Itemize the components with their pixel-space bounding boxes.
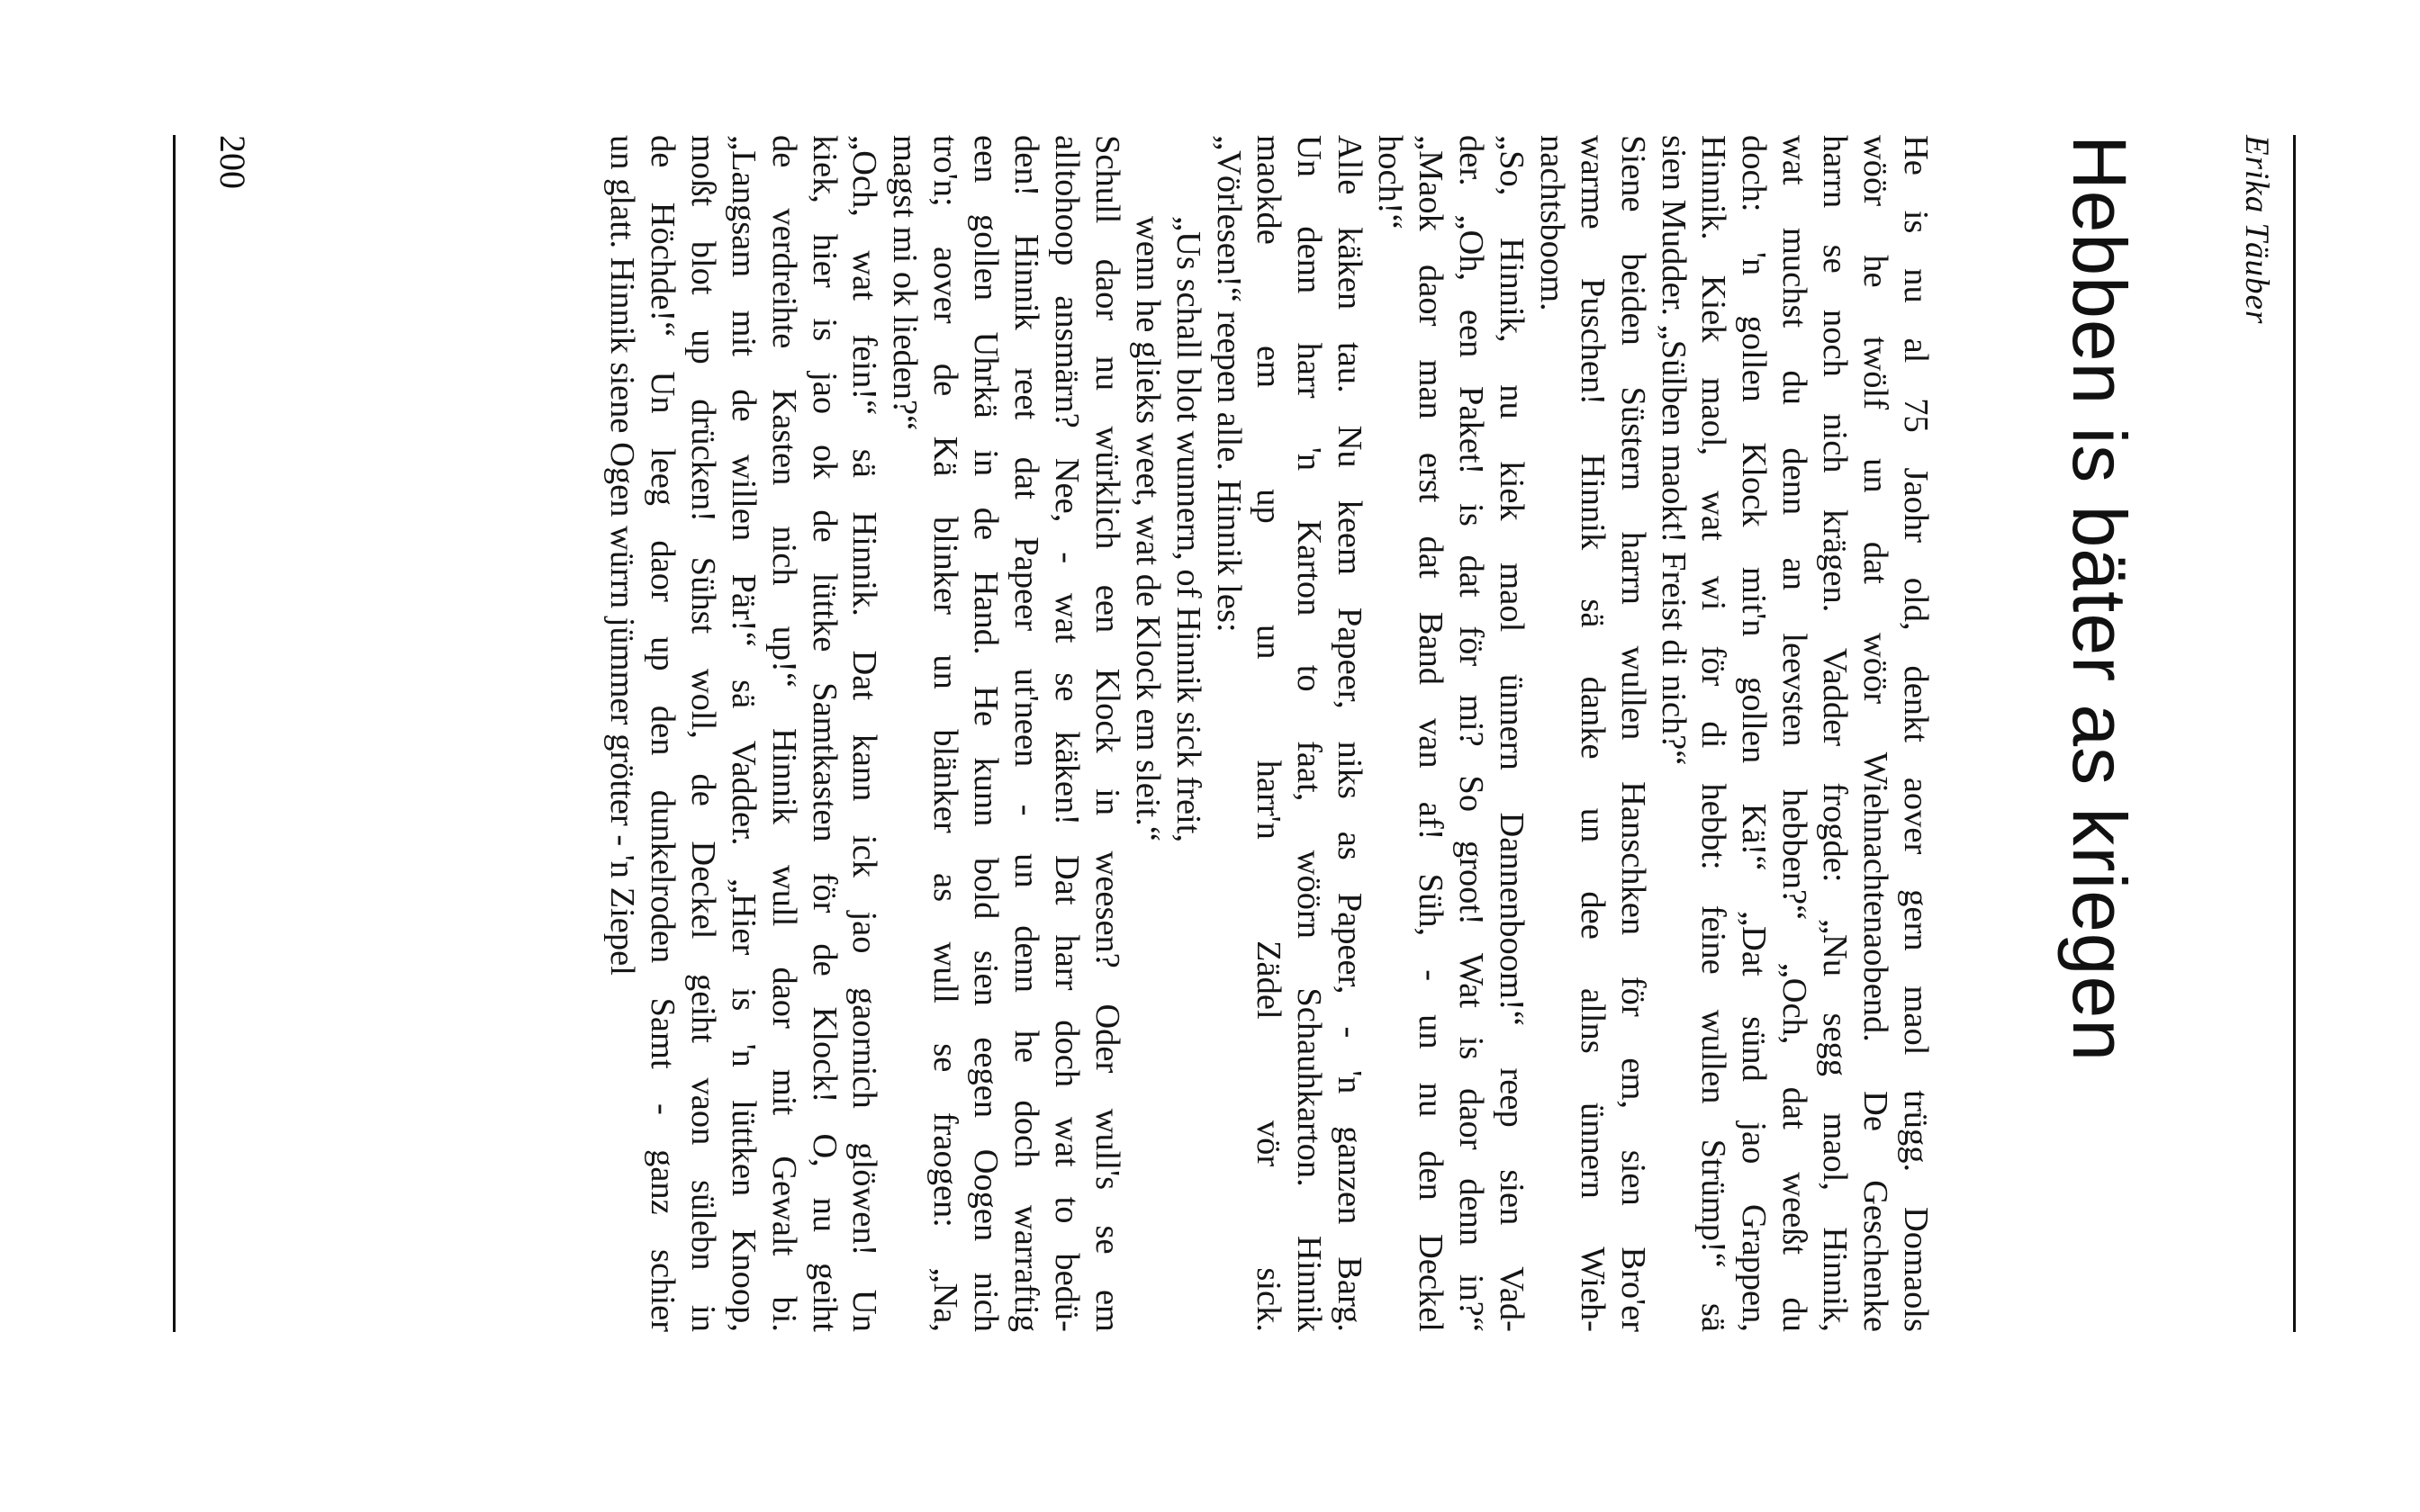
author-name: Erika Täuber xyxy=(2238,135,2275,325)
rotated-page-content xyxy=(171,135,2296,1332)
text-line: doch: 'n gollen Klock mit'n gollen Kä!“ „Dat sünd jao Grappen, xyxy=(1735,135,1774,1332)
text-line: de Höchde!“ Un leeg daor up den dunkelroden Samt - ganz schier xyxy=(643,135,682,1332)
text-line: He is nu al 75 Jaohr old, denkt aover gern maol trügg. Domaols xyxy=(1897,135,1935,1332)
text-line: moßt blot up drücken! Sühst woll, de Deckel geiht vaon sülebn in xyxy=(683,135,722,1332)
text-line: nachtsboom. xyxy=(1532,135,1571,311)
page-number: 200 xyxy=(212,135,253,189)
text-line: Alle käken tau. Nu keem Papeer, niks as Papeer, - 'n ganzen Barg. xyxy=(1331,135,1369,1332)
text-line: „Us schall blot wunnern, of Hinnik sick freit, xyxy=(1169,216,1207,843)
text-line: tro'n; aover de Kä blinker un blänker as wull se fraogen: „Na, xyxy=(926,135,965,1332)
text-line: „Langsam mit de willen Pär!“ sä Vadder. „Hier is 'n lüttken Knoop, xyxy=(724,135,763,1332)
text-line: harrn se noch nich krägen. Vadder frogde: „Nu segg maol, Hinnik, xyxy=(1816,135,1855,1332)
text-line: wöör he twölf un dat wöör Wiehnachtenaobend. De Geschenke xyxy=(1856,135,1895,1332)
header-rule xyxy=(2293,135,2296,1332)
text-line: wat muchst du denn an leevsten hebben?“ „Och, dat weeßt du xyxy=(1775,135,1814,1332)
footer-rule xyxy=(173,135,176,1332)
text-line: warme Puschen! Hinnik sä danke un dee allns ünnern Wieh- xyxy=(1573,135,1612,1332)
text-line: der. „Oh, een Paket! is dat för mi? So groot! Wat is daor denn in?“ xyxy=(1452,135,1491,1332)
text-line: un glatt. Hinnik siene Ogen würrn jümmer grötter - 'n Ziepel xyxy=(603,135,641,976)
text-line: de verdreihte Kasten nich up!“ Hinnik wull daor mit Gewalt bi. xyxy=(764,135,803,1332)
text-line: Schull daor nu würklich een Klock in weesen? Oder wull's se em xyxy=(1088,135,1126,1332)
text-line: „Och, wat fein!“ sä Hinnik. Dat kann ick jao gaornich glöwen! Un xyxy=(845,135,884,1332)
story-title: Hebben is bäter as kriegen xyxy=(2057,135,2142,1062)
text-line: hoch!“ xyxy=(1371,135,1410,230)
text-line: Hinnik. Kiek maol, wat wi för di hebbt: feine wullen Strümp!“ sä xyxy=(1694,135,1733,1332)
text-line: kiek, hier is jao ok de lüttke Samtkasten för de Klock! O, nu geiht xyxy=(805,135,844,1332)
text-line: „Vörlesen!“ reepen alle. Hinnik les: xyxy=(1209,135,1248,633)
text-line: den! Hinnik reet dat Papeer ut'neen - un denn he doch warraftig xyxy=(1007,135,1046,1332)
text-line: een gollen Uhrkä in de Hand. He kunn bold sien eegen Oogen nich xyxy=(967,135,1006,1332)
text-line: Un denn harr 'n Karton to faat, wöörn Schauhkarton. Hinnik xyxy=(1290,135,1329,1332)
text-line: maokde em up un harr'n Zädel vör sick. xyxy=(1250,135,1288,1332)
text-line: Siene beiden Süstern harrn wullen Hanschken för em, sien Bro'er xyxy=(1613,135,1652,1332)
text-line: wenn he glieks weet, wat de Klock em sleit.“ xyxy=(1128,216,1167,842)
text-line: „Maok daor man erst dat Band van af! Süh, - un nu den Deckel xyxy=(1412,135,1450,1332)
text-line: magst mi ok lieden?“ xyxy=(886,135,925,431)
story-body xyxy=(601,135,1936,1332)
text-line: „So, Hinnik, nu kiek maol ünnern Dannenboom!“ reep sien Vad- xyxy=(1492,135,1531,1332)
text-line: alltohoop ansmärn? Nee, - wat se käken! Dat harr doch wat to bedü- xyxy=(1047,135,1086,1332)
text-line: sien Mudder. „Sülben maokt! Freist di nich?“ xyxy=(1654,135,1693,766)
